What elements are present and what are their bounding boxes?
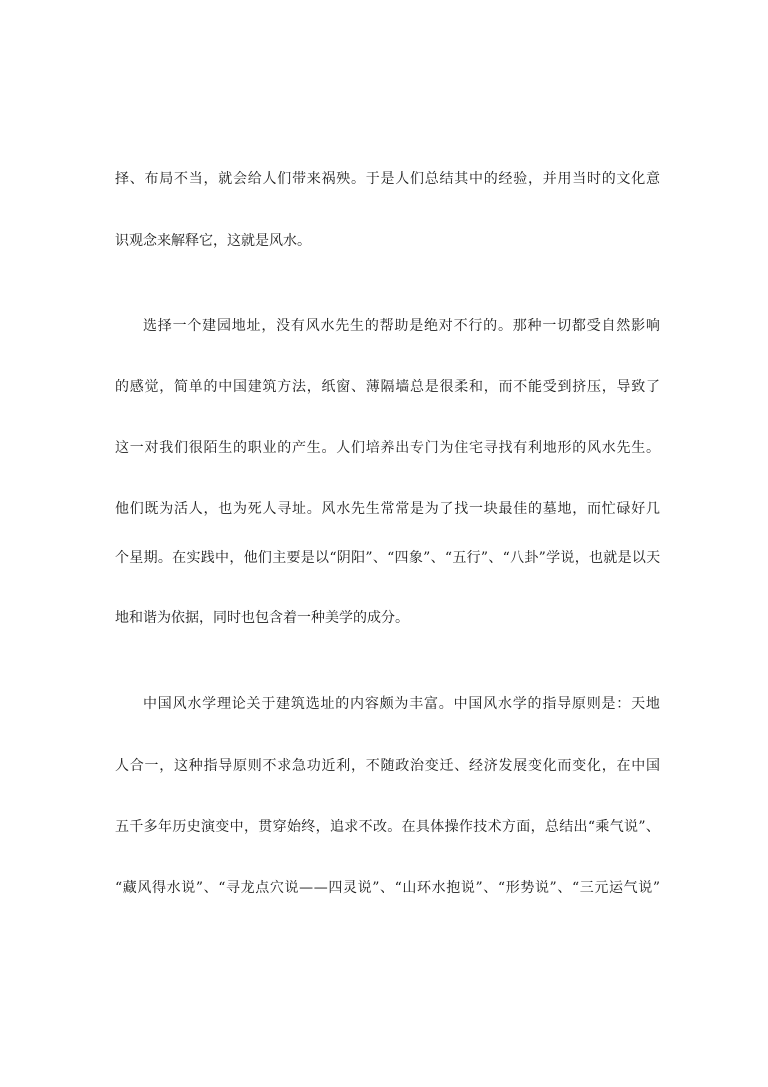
paragraph-2-line-2: 的感觉，简单的中国建筑方法，纸窗、薄隔墙总是很柔和，而不能受到挤压，导致了 — [115, 379, 661, 395]
paragraph-3-line-1: 中国风水学理论关于建筑选址的内容颇为丰富。中国风水学的指导原则是：天地 — [143, 696, 661, 712]
paragraph-2-line-5: 个星期。在实践中，他们主要是以“阴阳”、“四象”、“五行”、“八卦”学说，也就是以天 — [115, 550, 661, 566]
paragraph-2-line-3: 这一对我们很陌生的职业的产生。人们培养出专门为住宅寻找有利地形的风水先生。 — [115, 440, 661, 456]
paragraph-3-line-3: 五千多年历史演变中，贯穿始终，追求不改。在具体操作技术方面，总结出“乘气说”、 — [115, 819, 661, 835]
paragraph-2-line-6: 地和谐为依据，同时也包含着一种美学的成分。 — [115, 610, 409, 626]
paragraph-1-line-2: 识观念来解释它，这就是风水。 — [115, 233, 311, 249]
paragraph-2-line-1: 选择一个建园地址，没有风水先生的帮助是绝对不行的。那种一切都受自然影响 — [143, 318, 661, 334]
paragraph-3-line-4: “藏风得水说”、“寻龙点穴说——四灵说”、“山环水抱说”、“形势说”、“三元运气说” — [115, 880, 661, 896]
paragraph-3-line-2: 人合一，这种指导原则不求急功近利，不随政治变迁、经济发展变化而变化，在中国 — [115, 758, 661, 774]
paragraph-1-line-1: 择、布局不当，就会给人们带来祸殃。于是人们总结其中的经验，并用当时的文化意 — [115, 171, 661, 187]
paragraph-2-line-4: 他们既为活人，也为死人寻址。风水先生常常是为了找一块最佳的墓地，而忙碌好几 — [115, 501, 661, 517]
